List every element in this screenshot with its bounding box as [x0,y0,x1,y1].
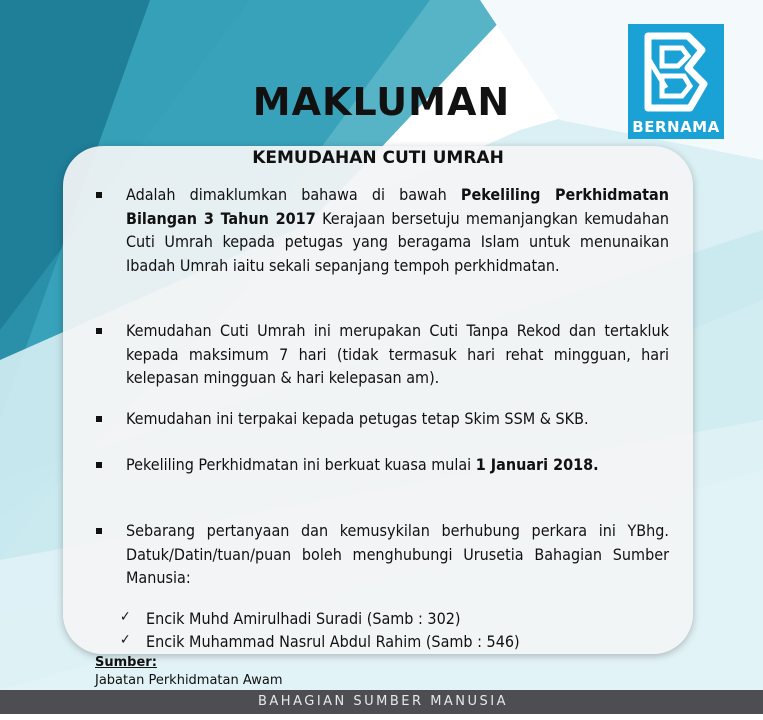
list-item [126,319,669,390]
bernama-logo [628,24,724,139]
source-text: Jabatan Perkhidmatan Awam [95,673,283,688]
bullet-icon [96,192,102,198]
list-item [126,519,669,590]
check-icon: ✓ [120,632,131,648]
bullet-icon [96,462,102,468]
section-subtitle: KEMUDAHAN CUTI UMRAH [252,148,504,168]
footer-bar [0,690,763,714]
list-item [126,453,669,477]
item-bold-text: Pekeliling Perkhidmatan Bilangan 3 Tahun 2017 [126,185,670,228]
contact-item [120,632,520,651]
contact-text: Encik Muhammad Nasrul Abdul Rahim (Samb : 546) [146,632,520,651]
bernama-b-icon [636,28,716,116]
bullet-icon [96,328,102,334]
item-text: Sebarang pertanyaan dan kemusykilan berhubung perkara ini YBhg. Datuk/Datin/tuan/puan boleh menghubungi Urusetia Bahagian Sumber Manusia: [126,521,669,587]
item-text: Kerajaan bersetuju memanjangkan kemudahan Cuti Umrah kepada petugas yang beragama Islam untuk menunaikan Ibadah Umrah iaitu sekali sepanjang tempoh perkhidmatan. [126,208,670,275]
item-bold-text: 1 Januari 2018. [475,455,599,474]
contact-text: Encik Muhd Amirulhadi Suradi (Samb : 302) [146,609,461,628]
item-text: Adalah dimaklumkan bahawa di bawah [126,185,461,204]
source-label: Sumber: [95,655,157,670]
item-text: Kemudahan ini terpakai kepada petugas tetap Skim SSM & SKB. [126,409,589,428]
item-text: Kemudahan Cuti Umrah ini merupakan Cuti Tanpa Rekod dan tertakluk kepada maksimum 7 hari (tidak termasuk hari rehat mingguan, hari kelepasan mingguan & hari kelepasan am). [126,321,669,387]
page-title: MAKLUMAN [252,80,511,124]
check-icon: ✓ [120,609,131,625]
bullet-icon [96,416,102,422]
item-text: Pekeliling Perkhidmatan ini berkuat kuasa mulai [126,455,476,474]
bullet-icon [96,528,102,534]
contact-item [120,609,461,628]
list-item [126,183,669,277]
list-item [126,407,669,431]
logo-text: BERNAMA [632,118,720,136]
footer-text: BAHAGIAN SUMBER MANUSIA [258,694,509,709]
